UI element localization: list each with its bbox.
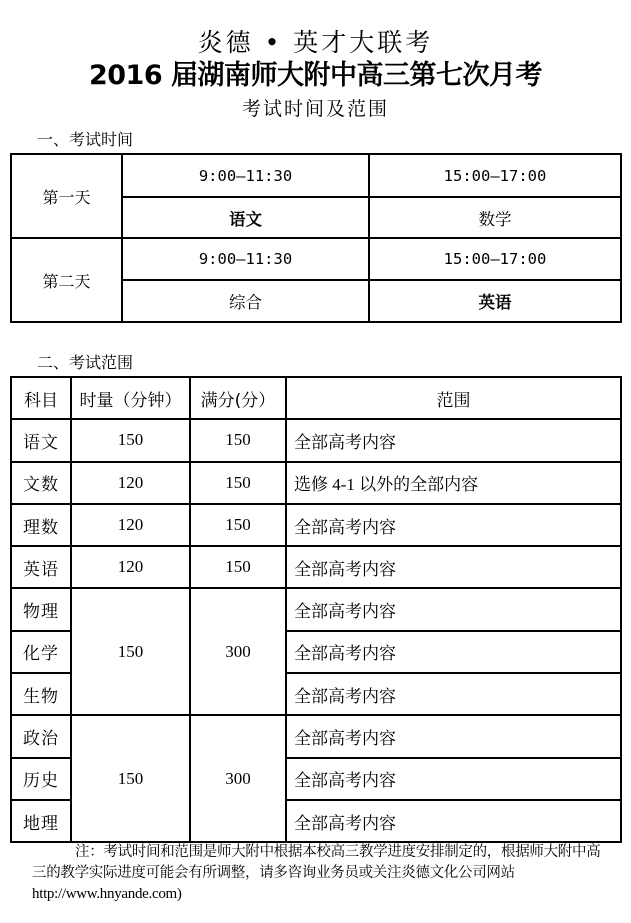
range-cell — [286, 462, 621, 504]
range-cell: 全部高考内容 — [286, 546, 621, 588]
score-cell: 150 — [190, 419, 286, 461]
day-label: 第二天 — [11, 238, 122, 322]
range-cell: 全部高考内容 — [286, 800, 621, 842]
exam-subject: 综合 — [122, 280, 369, 322]
subject-cell: 生物 — [11, 673, 71, 715]
exam-subject: 语文 — [122, 197, 369, 238]
duration-cell: 120 — [71, 504, 190, 546]
duration-cell: 120 — [71, 462, 190, 504]
time-slot: 15:00—17:00 — [369, 154, 621, 197]
footnote — [32, 842, 602, 905]
subject-cell: 历史 — [11, 758, 71, 800]
table-row — [11, 588, 621, 630]
score-cell: 300 — [190, 588, 286, 715]
table-row — [11, 154, 621, 197]
duration-cell: 120 — [71, 546, 190, 588]
range-cell: 全部高考内容 — [286, 504, 621, 546]
time-slot: 9:00—11:30 — [122, 238, 369, 280]
table-row — [11, 546, 621, 588]
table-row — [11, 715, 621, 757]
column-header-range: 范围 — [286, 377, 621, 419]
duration-cell: 150 — [71, 715, 190, 842]
range-cell: 全部高考内容 — [286, 419, 621, 461]
range-cell: 全部高考内容 — [286, 758, 621, 800]
range-cell: 全部高考内容 — [286, 588, 621, 630]
range-cell: 全部高考内容 — [286, 673, 621, 715]
range-suffix: 以外的全部内容 — [359, 475, 479, 496]
table-row — [11, 504, 621, 546]
subject-cell: 英语 — [11, 546, 71, 588]
section-heading-exam-scope: 二、考试范围 — [37, 353, 134, 372]
duration-cell: 150 — [71, 588, 190, 715]
score-cell: 150 — [190, 504, 286, 546]
page-title: 2016 届湖南师大附中高三第七次月考 — [88, 60, 543, 91]
score-cell: 150 — [190, 546, 286, 588]
subject-cell: 理数 — [11, 504, 71, 546]
brand-title: 炎德 • 英才大联考 — [197, 28, 434, 57]
column-header-score: 满分(分） — [190, 377, 286, 419]
duration-cell: 150 — [71, 419, 190, 461]
exam-subject: 数学 — [369, 197, 621, 238]
range-module: 4-1 — [328, 475, 360, 495]
table-row — [11, 419, 621, 461]
range-cell: 全部高考内容 — [286, 715, 621, 757]
score-cell: 150 — [190, 462, 286, 504]
footnote-text: 注：考试时间和范围是师大附中根据本校高三教学进度安排制定的，根据师大附中高三的教学实际进度可能会有所调整，请多咨询业务员或关注炎德文化公司网站 — [32, 844, 601, 881]
column-header-subject: 科目 — [11, 377, 71, 419]
subject-cell: 语文 — [11, 419, 71, 461]
table-header-row — [11, 377, 621, 419]
table-row — [11, 238, 621, 280]
time-slot: 15:00—17:00 — [369, 238, 621, 280]
subject-cell: 化学 — [11, 631, 71, 673]
exam-scope-table — [10, 376, 622, 843]
range-prefix: 选修 — [294, 475, 328, 496]
subject-cell: 政治 — [11, 715, 71, 757]
score-cell: 300 — [190, 715, 286, 842]
day-label: 第一天 — [11, 154, 122, 238]
exam-subject: 英语 — [369, 280, 621, 322]
range-cell: 全部高考内容 — [286, 631, 621, 673]
subject-cell: 地理 — [11, 800, 71, 842]
website-link[interactable]: http://www.hnyande.com) — [32, 886, 182, 902]
subject-cell: 物理 — [11, 588, 71, 630]
table-row — [11, 462, 621, 504]
column-header-duration: 时量（分钟） — [71, 377, 190, 419]
subject-cell: 文数 — [11, 462, 71, 504]
page-subtitle: 考试时间及范围 — [241, 98, 389, 120]
exam-schedule-table — [10, 153, 622, 323]
time-slot: 9:00—11:30 — [122, 154, 369, 197]
section-heading-exam-time: 一、考试时间 — [37, 130, 134, 149]
